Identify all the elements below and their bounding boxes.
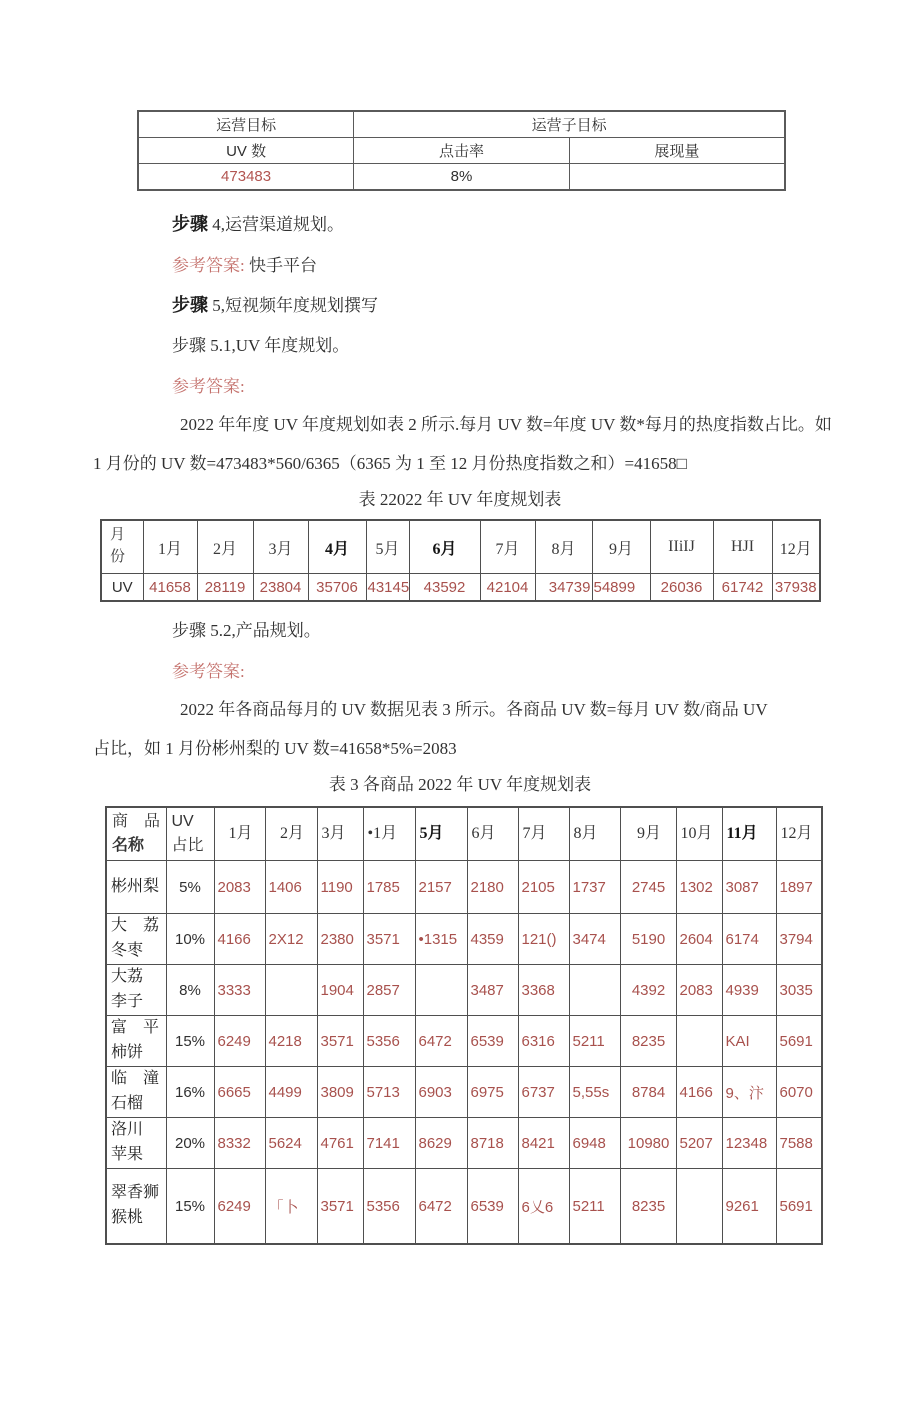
table-row xyxy=(106,965,822,1016)
uv-value-cell: 7141 xyxy=(363,1118,415,1169)
step-5-1-heading: 步骤 5.1,UV 年度规划。 xyxy=(172,336,350,355)
month-header-cell: HJI xyxy=(713,520,772,574)
uv-value-cell: 3474 xyxy=(569,914,620,965)
uv-value-cell: 6975 xyxy=(467,1067,518,1118)
uv-value-cell: 3571 xyxy=(317,1016,363,1067)
uv-month-value-cell: 61742 xyxy=(713,574,772,602)
month-header-cell: IIiIJ xyxy=(650,520,713,574)
uv-value-cell: 5713 xyxy=(363,1067,415,1118)
uv-value-cell: 2X12 xyxy=(265,914,317,965)
uv-share-cell: 5% xyxy=(166,861,214,914)
uv-value-cell: 5691 xyxy=(776,1016,822,1067)
table-row xyxy=(106,914,822,965)
month-header-cell: 7月 xyxy=(518,807,569,861)
uv-month-value-cell: 23804 xyxy=(253,574,308,602)
table-row xyxy=(138,138,785,164)
uv-value-cell: 12348 xyxy=(722,1118,776,1169)
month-header-cell: 5月 xyxy=(415,807,467,861)
uv-month-value-cell: 26036 xyxy=(650,574,713,602)
uv-value-cell: 3571 xyxy=(317,1169,363,1245)
paragraph-1-line-1: 2022 年年度 UV 年度规划如表 2 所示.每月 UV 数=年度 UV 数*每月的热度指数占比。如 xyxy=(180,415,832,434)
impressions-value-cell xyxy=(569,164,785,191)
uv-value-cell: 6539 xyxy=(467,1169,518,1245)
goal-header-cell: 运营目标 xyxy=(138,111,354,138)
uv-month-value-cell: 54899 xyxy=(592,574,650,602)
uv-share-cell: 16% xyxy=(166,1067,214,1118)
table-row xyxy=(101,574,820,602)
uv-month-value-cell: 43145 xyxy=(366,574,409,602)
uv-value-cell: 8421 xyxy=(518,1118,569,1169)
uv-value-cell: 3035 xyxy=(776,965,822,1016)
uv-value-cell: 6249 xyxy=(214,1169,265,1245)
month-header-cell: 5月 xyxy=(366,520,409,574)
table-row xyxy=(106,861,822,914)
uv-share-cell: 15% xyxy=(166,1169,214,1245)
uv-value-cell: 6948 xyxy=(569,1118,620,1169)
product-name-cell: 临 潼 石榴 xyxy=(106,1067,166,1118)
uv-value-cell: 6乂6 xyxy=(518,1169,569,1245)
uv-value-cell: 6070 xyxy=(776,1067,822,1118)
uv-share-header-cell: UV 占比 xyxy=(166,807,214,861)
uv-value-cell xyxy=(676,1016,722,1067)
uv-value-cell: 8718 xyxy=(467,1118,518,1169)
paragraph-2-line-1: 2022 年各商品每月的 UV 数据见表 3 所示。各商品 UV 数=每月 UV 数/商品 UV xyxy=(180,700,768,719)
table-3-caption: 表 3 各商品 2022 年 UV 年度规划表 xyxy=(328,775,592,794)
uv-value-cell: 4499 xyxy=(265,1067,317,1118)
month-header-cell: 3月 xyxy=(317,807,363,861)
uv-value-cell: 2604 xyxy=(676,914,722,965)
uv-row-label-cell: UV xyxy=(101,574,143,602)
uv-value-cell: 5211 xyxy=(569,1169,620,1245)
month-header-cell: 1月 xyxy=(143,520,197,574)
uv-value-cell: 8235 xyxy=(620,1169,676,1245)
table-row xyxy=(138,164,785,191)
uv-value-cell: 5211 xyxy=(569,1016,620,1067)
month-header-cell: 9月 xyxy=(592,520,650,574)
uv-month-value-cell: 43592 xyxy=(409,574,480,602)
uv-value-cell: 4761 xyxy=(317,1118,363,1169)
month-header-cell: 6月 xyxy=(467,807,518,861)
uv-value-cell: 2745 xyxy=(620,861,676,914)
product-name-header-cell: 商 品 名称 xyxy=(106,807,166,861)
uv-value-cell: 1302 xyxy=(676,861,722,914)
uv-year-plan-table xyxy=(100,519,821,602)
impressions-label-cell: 展现量 xyxy=(569,138,785,164)
subgoal-header-cell: 运营子目标 xyxy=(354,111,785,138)
uv-value-cell: 1785 xyxy=(363,861,415,914)
reference-answer-5-1: 参考答案: xyxy=(172,377,245,396)
table-row xyxy=(138,111,785,138)
uv-share-cell: 10% xyxy=(166,914,214,965)
uv-value-cell xyxy=(265,965,317,1016)
product-name-cell: 富 平 柿饼 xyxy=(106,1016,166,1067)
table-row xyxy=(106,1169,822,1245)
uv-value-cell: 2105 xyxy=(518,861,569,914)
uv-month-value-cell: 41658 xyxy=(143,574,197,602)
paragraph-2-line-2: 占比，如 1 月份彬州梨的 UV 数=41658*5%=2083 xyxy=(93,739,457,758)
uv-value-cell: 10980 xyxy=(620,1118,676,1169)
reference-answer-4-value: 快手平台 xyxy=(248,256,317,275)
product-name-cell: 大荔 李子 xyxy=(106,965,166,1016)
month-header-cell: 2月 xyxy=(265,807,317,861)
month-header-cell: 7月 xyxy=(480,520,535,574)
paragraph-1-line-2: 1 月份的 UV 数=473483*560/6365（6365 为 1 至 12 月份热度指数之和）=41658□ xyxy=(93,454,687,473)
uv-share-cell: 20% xyxy=(166,1118,214,1169)
uv-month-value-cell: 37938 xyxy=(772,574,820,602)
table-row xyxy=(106,1016,822,1067)
month-corner-cell: 月 份 xyxy=(101,520,143,574)
uv-value-cell: 1737 xyxy=(569,861,620,914)
uv-value-cell xyxy=(676,1169,722,1245)
month-header-cell: 2月 xyxy=(197,520,253,574)
uv-value-cell: 8784 xyxy=(620,1067,676,1118)
product-name-cell: 大 荔 冬枣 xyxy=(106,914,166,965)
uv-value-cell: KAI xyxy=(722,1016,776,1067)
uv-month-value-cell: 42104 xyxy=(480,574,535,602)
uv-value-cell: 7588 xyxy=(776,1118,822,1169)
uv-month-value-cell: 35706 xyxy=(308,574,366,602)
click-rate-label-cell: 点击率 xyxy=(354,138,570,164)
uv-value-cell: 5,55s xyxy=(569,1067,620,1118)
uv-value-cell: 6903 xyxy=(415,1067,467,1118)
uv-value-cell: 2180 xyxy=(467,861,518,914)
uv-value-cell: 5190 xyxy=(620,914,676,965)
month-header-cell: 10月 xyxy=(676,807,722,861)
uv-value-cell: 6665 xyxy=(214,1067,265,1118)
uv-month-value-cell: 28119 xyxy=(197,574,253,602)
uv-value-cell: 4166 xyxy=(676,1067,722,1118)
month-header-cell: 12月 xyxy=(772,520,820,574)
product-uv-plan-table xyxy=(105,806,823,1245)
uv-count-value-cell: 473483 xyxy=(138,164,354,191)
uv-value-cell: 4218 xyxy=(265,1016,317,1067)
uv-value-cell: 5356 xyxy=(363,1169,415,1245)
uv-value-cell: 2083 xyxy=(214,861,265,914)
uv-value-cell: 5207 xyxy=(676,1118,722,1169)
uv-value-cell: 9261 xyxy=(722,1169,776,1245)
uv-value-cell: 6249 xyxy=(214,1016,265,1067)
uv-value-cell: 6174 xyxy=(722,914,776,965)
uv-value-cell: 121() xyxy=(518,914,569,965)
month-header-cell: 6月 xyxy=(409,520,480,574)
uv-share-cell: 15% xyxy=(166,1016,214,1067)
uv-value-cell: 5356 xyxy=(363,1016,415,1067)
product-name-cell: 彬州梨 xyxy=(106,861,166,914)
operations-goal-table xyxy=(137,110,786,191)
uv-value-cell xyxy=(415,965,467,1016)
uv-value-cell: 8629 xyxy=(415,1118,467,1169)
month-header-cell: 3月 xyxy=(253,520,308,574)
uv-value-cell: 6737 xyxy=(518,1067,569,1118)
uv-value-cell: 1904 xyxy=(317,965,363,1016)
uv-value-cell: 「卜 xyxy=(265,1169,317,1245)
table-row xyxy=(101,520,820,574)
uv-value-cell: 6539 xyxy=(467,1016,518,1067)
uv-value-cell: 8235 xyxy=(620,1016,676,1067)
uv-value-cell: 5691 xyxy=(776,1169,822,1245)
month-header-cell: 8月 xyxy=(569,807,620,861)
table-row xyxy=(106,807,822,861)
uv-value-cell: 8332 xyxy=(214,1118,265,1169)
uv-value-cell: 3333 xyxy=(214,965,265,1016)
reference-answer-4 xyxy=(172,253,920,279)
step-5-2-heading: 步骤 5.2,产品规划。 xyxy=(172,621,321,640)
uv-value-cell: 6472 xyxy=(415,1016,467,1067)
uv-value-cell: 3368 xyxy=(518,965,569,1016)
uv-value-cell: 6316 xyxy=(518,1016,569,1067)
month-header-cell: 8月 xyxy=(535,520,592,574)
uv-value-cell: 2157 xyxy=(415,861,467,914)
product-name-cell: 翠香狮 猴桃 xyxy=(106,1169,166,1245)
month-header-cell: 9月 xyxy=(620,807,676,861)
uv-value-cell: 1190 xyxy=(317,861,363,914)
step-4-label: 步骤 xyxy=(172,214,208,234)
uv-value-cell: 4939 xyxy=(722,965,776,1016)
reference-answer-5-2: 参考答案: xyxy=(172,662,245,681)
uv-value-cell: 4392 xyxy=(620,965,676,1016)
month-header-cell: 11月 xyxy=(722,807,776,861)
uv-value-cell: 1406 xyxy=(265,861,317,914)
uv-value-cell: 3571 xyxy=(363,914,415,965)
uv-value-cell: 5624 xyxy=(265,1118,317,1169)
table-row xyxy=(106,1118,822,1169)
uv-value-cell: 2380 xyxy=(317,914,363,965)
month-header-cell: 1月 xyxy=(214,807,265,861)
uv-value-cell: 3809 xyxy=(317,1067,363,1118)
uv-value-cell: 4166 xyxy=(214,914,265,965)
uv-value-cell: 3794 xyxy=(776,914,822,965)
month-header-cell: 12月 xyxy=(776,807,822,861)
step-5-heading xyxy=(172,292,920,319)
uv-value-cell: 4359 xyxy=(467,914,518,965)
table-2-caption: 表 22022 年 UV 年度规划表 xyxy=(358,490,562,509)
uv-count-label-cell: UV 数 xyxy=(138,138,354,164)
uv-value-cell: •1315 xyxy=(415,914,467,965)
uv-value-cell: 2857 xyxy=(363,965,415,1016)
uv-value-cell: 1897 xyxy=(776,861,822,914)
step-5-label: 步骤 xyxy=(172,295,208,315)
click-rate-value-cell: 8% xyxy=(354,164,570,191)
step-5-text: 5,短视频年度规划撰写 xyxy=(208,296,378,315)
uv-share-cell: 8% xyxy=(166,965,214,1016)
uv-month-value-cell: 34739 xyxy=(535,574,592,602)
uv-value-cell: 2083 xyxy=(676,965,722,1016)
product-name-cell: 洛川 苹果 xyxy=(106,1118,166,1169)
uv-value-cell: 3487 xyxy=(467,965,518,1016)
reference-answer-label: 参考答案: xyxy=(172,256,245,275)
uv-value-cell: 3087 xyxy=(722,861,776,914)
uv-value-cell xyxy=(569,965,620,1016)
step-4-text: 4,运营渠道规划。 xyxy=(208,215,344,234)
step-4-heading xyxy=(172,211,920,238)
month-header-cell: •1月 xyxy=(363,807,415,861)
uv-value-cell: 9、汴 xyxy=(722,1067,776,1118)
month-header-cell: 4月 xyxy=(308,520,366,574)
table-row xyxy=(106,1067,822,1118)
uv-value-cell: 6472 xyxy=(415,1169,467,1245)
